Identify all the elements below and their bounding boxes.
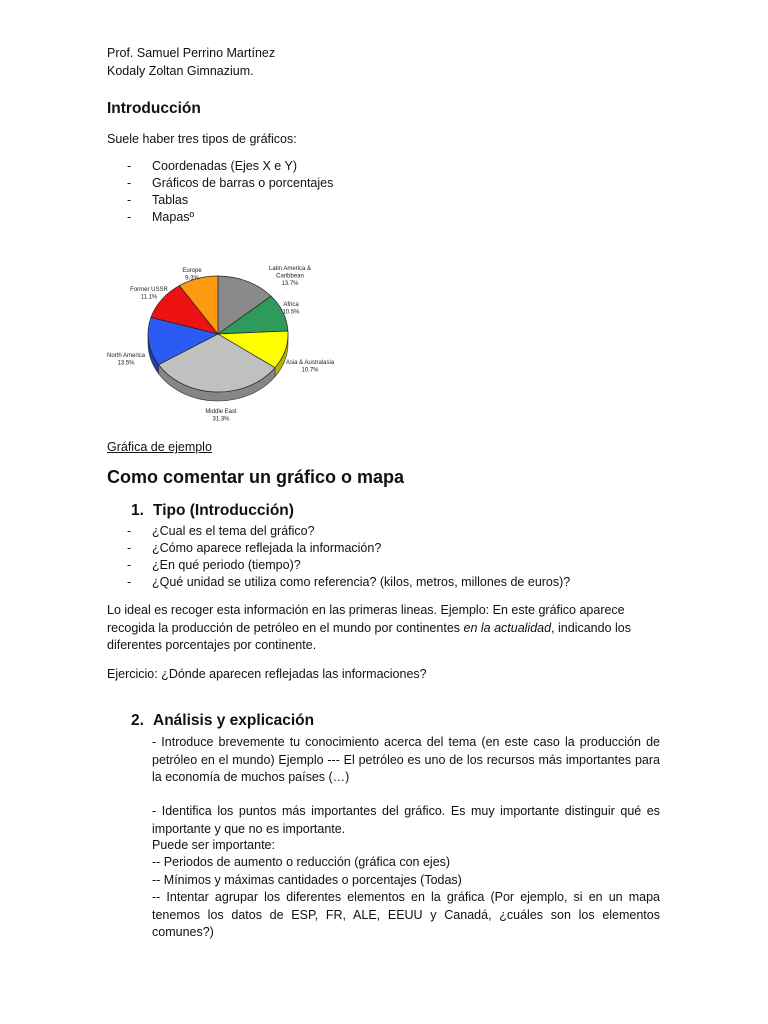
section-1-list xyxy=(127,523,570,591)
pie-label: Europe 9.3% xyxy=(182,268,202,282)
chart-caption: Gráfica de ejemplo xyxy=(107,440,212,454)
intro-heading: Introducción xyxy=(107,100,201,117)
section-1-number: 1. xyxy=(131,502,144,519)
pie-label: Former USSR 11.1% xyxy=(130,287,168,301)
pie-label: Latin America & Caribbean 13.7% xyxy=(268,266,312,287)
section-2-line-3: -- Mínimos y máximas cantidades o porcentajes (Todas) xyxy=(152,873,462,887)
pie-chart xyxy=(100,258,360,430)
author-line: Prof. Samuel Perrino Martínez xyxy=(107,46,276,60)
paragraph-line: diferentes porcentajes por continente. xyxy=(107,638,317,652)
pie-label: Middle East 31.3% xyxy=(205,409,237,423)
pie-label: Asia & Australasia 10.7% xyxy=(285,360,335,374)
intro-lead: Suele haber tres tipos de gráficos: xyxy=(107,132,297,146)
exercise-line: Ejercicio: ¿Dónde aparecen reflejadas las informaciones? xyxy=(107,667,427,681)
list-item: - Coordenadas (Ejes X e Y) xyxy=(127,159,297,173)
section-2-paragraph-1: - Introduce brevemente tu conocimiento acerca del tema (en este caso la producción de petróleo en el mundo) Ejemplo --- El petróleo es uno de los recursos más importantes para la economía de muchos países (…) xyxy=(152,735,660,784)
list-item: - ¿Cual es el tema del gráfico? xyxy=(127,524,315,538)
list-item: - ¿Cómo aparece reflejada la información? xyxy=(127,541,382,555)
section-2-title: Análisis y explicación xyxy=(153,712,315,729)
list-item: - Mapasº xyxy=(127,210,195,224)
intro-list xyxy=(127,158,333,226)
section-2-number: 2. xyxy=(131,712,144,729)
section-title: Como comentar un gráfico o mapa xyxy=(107,467,405,487)
pie-label: North America 13.5% xyxy=(106,353,146,367)
section-2-paragraph-2: - Identifica los puntos más importantes del gráfico. Es muy importante distinguir qué es importante y que no es importante. xyxy=(152,804,660,836)
section-2-paragraph-3: -- Intentar agrupar los diferentes elementos en la gráfica (Por ejemplo, si en un mapa tenemos los datos de ESP, FR, ALE, EEUU y Canadá, ¿cuáles son los elementos comunes?) xyxy=(152,890,660,939)
section-2-line-2: -- Periodos de aumento o reducción (gráfica con ejes) xyxy=(152,855,451,869)
list-item: - Tablas xyxy=(127,193,189,207)
section-2-line-1: Puede ser importante: xyxy=(152,838,275,852)
list-item: - ¿En qué periodo (tiempo)? xyxy=(127,558,301,572)
section-1-paragraph xyxy=(107,602,631,655)
pie-label: Africa 10.5% xyxy=(282,302,300,316)
list-item: - Gráficos de barras o porcentajes xyxy=(127,176,334,190)
paragraph-line: recogida la producción de petróleo en el mundo por continentes en la actualidad, indicando los xyxy=(107,620,631,635)
section-1-title: Tipo (Introducción) xyxy=(153,502,294,519)
list-item: - ¿Qué unidad se utiliza como referencia? (kilos, metros, millones de euros)? xyxy=(127,575,571,589)
paragraph-line: Lo ideal es recoger esta información en las primeras lineas. Ejemplo: En este gráfico aparece xyxy=(107,603,625,617)
school-line: Kodaly Zoltan Gimnazium. xyxy=(107,64,254,78)
